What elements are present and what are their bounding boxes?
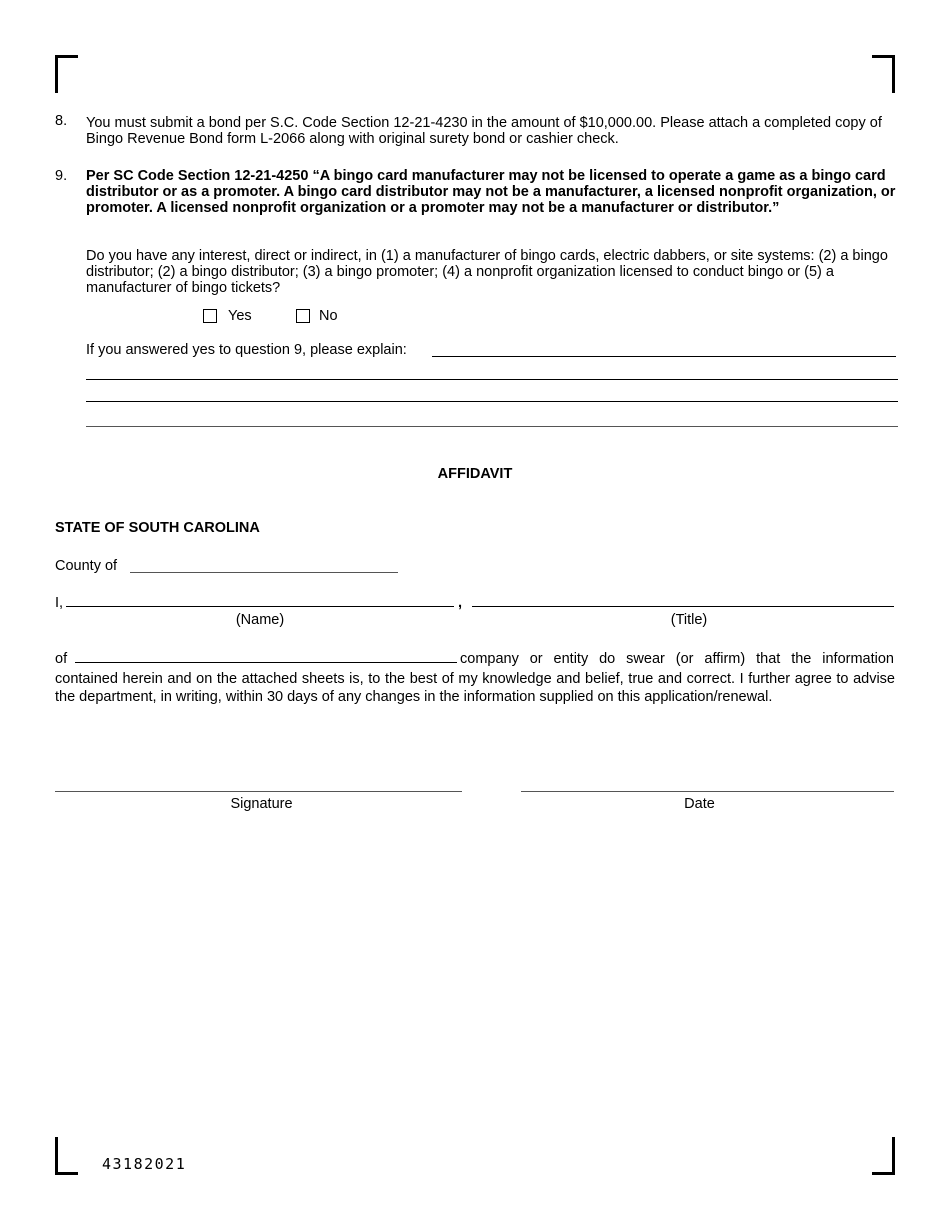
signature-caption: Signature bbox=[230, 796, 293, 812]
explain-line-2[interactable] bbox=[86, 379, 898, 380]
of-label: of bbox=[55, 651, 68, 667]
explain-line-3[interactable] bbox=[86, 401, 898, 402]
item-8-number: 8. bbox=[55, 113, 68, 129]
name-field[interactable] bbox=[66, 606, 454, 607]
signature-field[interactable] bbox=[55, 791, 462, 792]
affidavit-statement-first-line: company or entity do swear (or affirm) that the information bbox=[460, 651, 894, 667]
yes-label: Yes bbox=[228, 308, 252, 324]
affidavit-heading: AFFIDAVIT bbox=[437, 466, 513, 482]
i-label: I, bbox=[55, 595, 64, 611]
explain-line-1[interactable] bbox=[432, 356, 896, 357]
registration-mark-top-left bbox=[55, 55, 78, 93]
registration-mark-bottom-right bbox=[872, 1137, 895, 1175]
county-field[interactable] bbox=[130, 572, 398, 573]
registration-mark-top-right bbox=[872, 55, 895, 93]
item-8-text: You must submit a bond per S.C. Code Section 12-21-4230 in the amount of $10,000.00. Please attach a completed copy of Bingo Revenue Bond form L-2066 along with original surety bond or cashier check. bbox=[86, 115, 882, 147]
name-caption: (Name) bbox=[235, 612, 285, 628]
county-label: County of bbox=[55, 558, 118, 574]
affidavit-statement: contained herein and on the attached sheets is, to the best of my knowledge and belief, true and correct. I further agree to advise the department, in writing, within 30 days of any changes in the information supplied on this application/renewal. bbox=[55, 671, 895, 705]
no-label: No bbox=[319, 308, 338, 324]
comma-separator: , bbox=[458, 595, 463, 611]
registration-mark-bottom-left bbox=[55, 1137, 78, 1175]
title-field[interactable] bbox=[472, 606, 894, 607]
item-9-statute-text: Per SC Code Section 12-21-4250 “A bingo card manufacturer may not be licensed to operate a game as a bingo card distributor or as a promoter. A bingo card distributor may not be a manufacturer, a licensed nonprofit organization, or promoter. A licensed nonprofit organization or a promoter may not be a manufacturer or distributor.” bbox=[86, 168, 896, 216]
explain-label: If you answered yes to question 9, please explain: bbox=[86, 342, 407, 358]
date-field[interactable] bbox=[521, 791, 894, 792]
company-field[interactable] bbox=[75, 662, 457, 663]
title-caption: (Title) bbox=[670, 612, 708, 628]
explain-line-4[interactable] bbox=[86, 426, 898, 427]
item-9-question: Do you have any interest, direct or indirect, in (1) a manufacturer of bingo cards, electric dabbers, or site systems: (2) a bingo distributor; (2) a bingo distributor; (3) a bingo promoter; (4) a nonprofit organization licensed to conduct bingo or (5) a manufacturer of bingo tickets? bbox=[86, 248, 888, 296]
no-checkbox[interactable] bbox=[296, 309, 310, 323]
date-caption: Date bbox=[684, 796, 715, 812]
yes-checkbox[interactable] bbox=[203, 309, 217, 323]
state-heading: STATE OF SOUTH CAROLINA bbox=[55, 520, 260, 536]
form-code: 43182021 bbox=[102, 1155, 187, 1173]
item-9-number: 9. bbox=[55, 168, 68, 184]
